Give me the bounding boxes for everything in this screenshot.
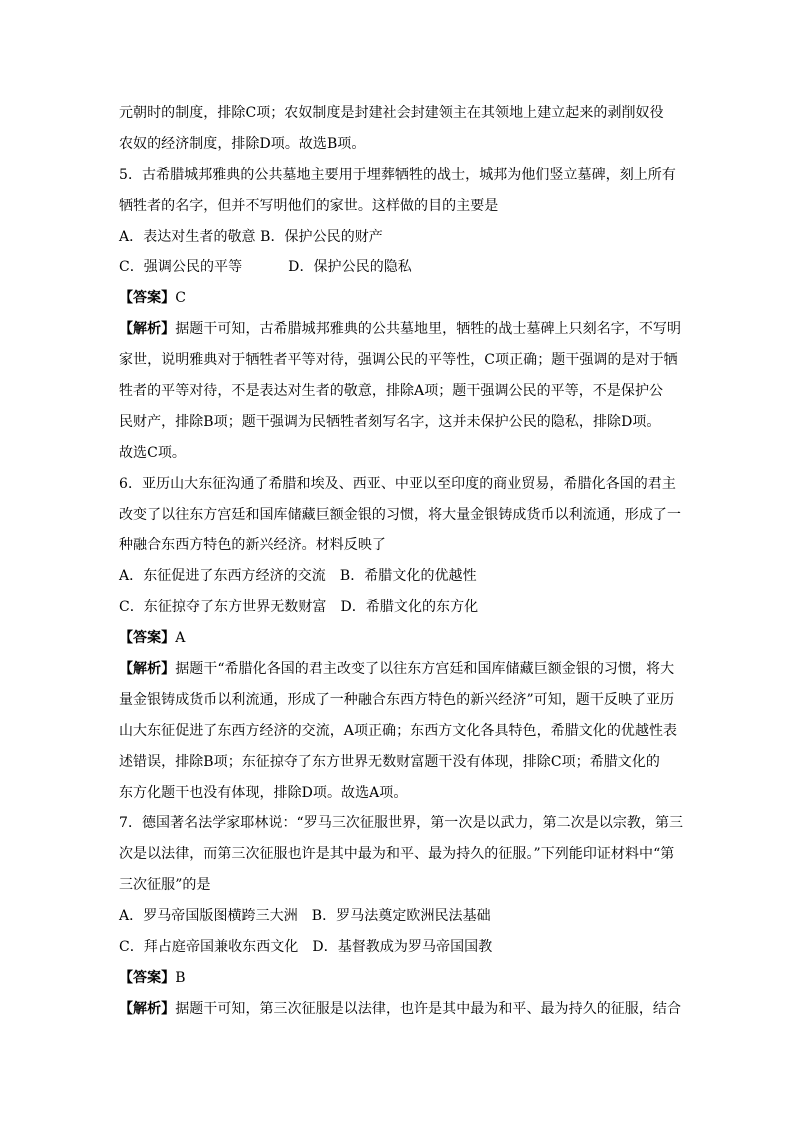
question-5-analysis: 牲者的平等对待，不是表达对生者的敬意，排除A项；题干强调公民的平等，不是保护公: [119, 383, 664, 400]
question-5-analysis: 家世，说明雅典对于牺牲者平等对待，强调公民的平等性，C项正确；题干强调的是对于牺: [119, 352, 678, 369]
question-6-analysis: 东方化题干也没有体现，排除D项。故选A项。: [119, 784, 408, 801]
question-7-stem: 次是以法律，而第三次征服也许是其中最为和平、最为持久的征服。”下列能印证材料中“第: [119, 846, 675, 863]
document-body: [119, 98, 684, 1025]
question-5-analysis: 故选C项。: [119, 444, 186, 461]
question-7-answer: [119, 963, 679, 994]
text-line: 元朝时的制度，排除C项；农奴制度是封建社会封建领主在其领地上建立起来的剥削奴役: [119, 105, 664, 121]
question-5-options-ab: A．表达对生者的敬意 B．保护公民的财产: [119, 228, 383, 245]
question-7-stem: 三次征服”的是: [119, 877, 211, 894]
question-6-stem: 种融合东西方特色的新兴经济。材料反映了: [119, 537, 386, 554]
option-b: B．罗马法奠定欧洲民法基础: [311, 908, 491, 925]
analysis-label: 【解析】: [119, 321, 176, 338]
option-b: B．希腊文化的优越性: [339, 568, 477, 585]
question-5-analysis: 民财产，排除B项；题干强调为民牺牲者刻写名字，这并未保护公民的隐私，排除D项。: [119, 413, 661, 430]
question-6-answer: [119, 623, 679, 654]
option-c: C．东征掠夺了东方世界无数财富: [119, 599, 327, 616]
question-7-analysis: [119, 994, 682, 1025]
answer-label: 【答案】: [119, 630, 176, 647]
option-d: D．基督教成为罗马帝国国教: [312, 939, 493, 956]
analysis-text: 据题干可知，古希腊城邦雅典的公共墓地里，牺牲的战士墓碑上只刻名字，不写明: [175, 321, 682, 338]
option-c: C．强调公民的平等: [119, 259, 243, 276]
question-6-analysis: 山大东征促进了东西方经济的交流，A项正确；东西方文化各具特色，希腊文化的优越性表: [119, 722, 678, 739]
question-6-analysis: 述错误，排除B项；东征掠夺了东方世界无数财富题干没有体现，排除C项；希腊文化的: [119, 753, 660, 770]
analysis-text: 据题干“希腊化各国的君主改变了以往东方宫廷和国库储藏巨额金银的习惯，将大: [175, 661, 675, 678]
question-5-stem: 牺牲者的名字，但并不写明他们的家世。这样做的目的主要是: [119, 197, 499, 214]
answer-value: C: [175, 290, 186, 307]
analysis-text: 据题干可知，第三次征服是以法律，也许是其中最为和平、最为持久的征服，结合: [175, 1000, 682, 1017]
analysis-label: 【解析】: [119, 661, 176, 678]
text-line: 农奴的经济制度，排除D项。故选B项。: [119, 135, 366, 152]
question-6-options-ab: [119, 561, 679, 592]
question-5-answer: [119, 283, 679, 314]
question-5-stem: 5．古希腊城邦雅典的公共墓地主要用于埋葬牺牲的战士，城邦为他们竖立墓碑，刻上所有: [119, 166, 676, 183]
analysis-label: 【解析】: [119, 1000, 176, 1017]
question-6-analysis: 量金银铸成货币以利流通，形成了一种融合东西方特色的新兴经济”可知，题干反映了亚历: [119, 691, 675, 708]
option-a: A．东征促进了东西方经济的交流: [119, 568, 326, 585]
question-7-stem: 7．德国著名法学家耶林说：“罗马三次征服世界，第一次是以武力，第二次是以宗教，第三: [119, 815, 684, 832]
answer-label: 【答案】: [119, 969, 176, 986]
question-6-stem: 改变了以往东方宫廷和国库储藏巨额金银的习惯，将大量金银铸成货币以利流通，形成了一: [119, 506, 681, 523]
option-a: A．罗马帝国版图横跨三大洲: [119, 908, 298, 925]
answer-label: 【答案】: [119, 290, 176, 307]
question-7-options-cd: [119, 932, 679, 963]
question-5-options-cd: [119, 252, 679, 283]
answer-value: B: [175, 969, 186, 986]
question-7-options-ab: [119, 901, 679, 932]
option-c: C．拜占庭帝国兼收东西文化: [119, 939, 299, 956]
answer-value: A: [175, 630, 186, 647]
question-6-analysis: [119, 654, 679, 685]
question-6-options-cd: [119, 592, 679, 623]
option-d: D．保护公民的隐私: [288, 259, 412, 276]
option-d: D．希腊文化的东方化: [340, 599, 479, 616]
question-5-analysis: [119, 314, 682, 345]
question-6-stem: 6．亚历山大东征沟通了希腊和埃及、西亚、中亚以至印度的商业贸易，希腊化各国的君主: [119, 475, 676, 492]
